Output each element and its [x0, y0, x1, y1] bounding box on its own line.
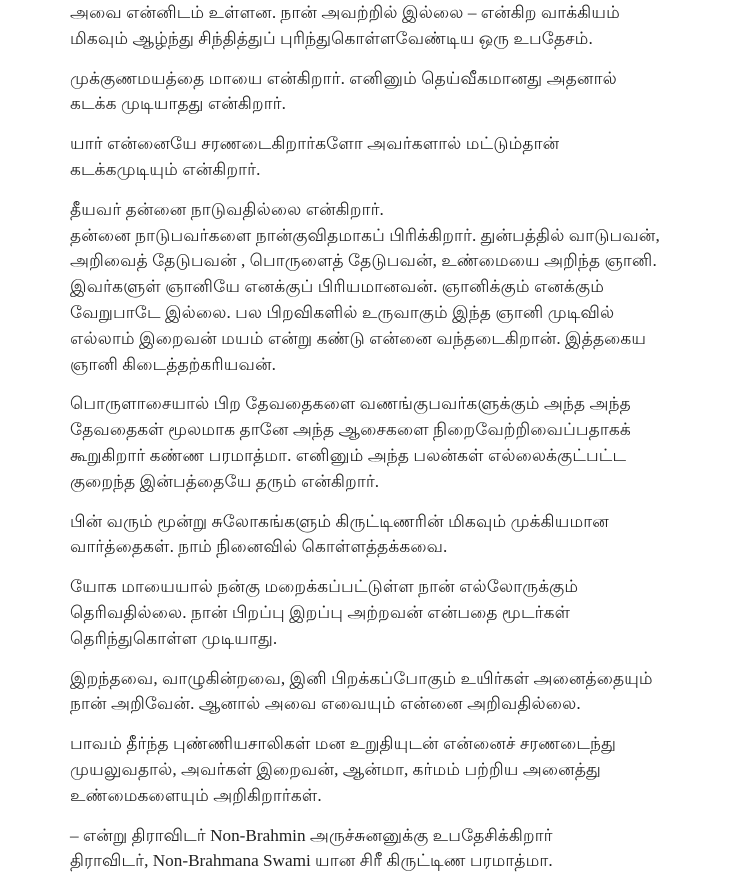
paragraph-7: [70, 509, 710, 561]
paragraph-9: [70, 666, 710, 718]
text-line: பின் வரும் மூன்று சுலோகங்களும் கிருட்டிணரின் மிகவும் முக்கியமான: [70, 511, 609, 531]
paragraph-2: [70, 66, 710, 118]
text-line: எல்லாம் இறைவன் மயம் என்று கண்டு என்னை வந்தடைகிறான். இத்தகைய: [70, 328, 647, 348]
text-line: இவர்களுள் ஞானியே எனக்குப் பிரியமானவன். ஞானிக்கும் எனக்கும்: [70, 277, 605, 297]
text-line: உண்மைகளையும் அறிகிறார்கள்.: [70, 785, 322, 805]
paragraph-1: [70, 0, 710, 52]
text-line: முக்குணமயத்தை மாயை என்கிறார். எனினும் தெய்வீகமானது அதனால்: [70, 68, 617, 88]
text-line: யார் என்னையே சரணடைகிறார்களோ அவர்களால் மட்டும்தான்: [70, 134, 560, 154]
text-line: கடக்கமுடியும் என்கிறார்.: [70, 159, 261, 179]
text-line: தீயவர் தன்னை நாடுவதில்லை என்கிறார்.: [70, 199, 384, 219]
text-line: திராவிடர், Non-Brahmana Swami யான சிரீ கிருட்டிண பரமாத்மா.: [70, 851, 553, 871]
text-line: – என்று திராவிடர் Non-Brahmin அருச்சுனனுக்கு உபதேசிக்கிறார்: [70, 825, 553, 845]
text-line: தெரிந்துகொள்ள முடியாது.: [70, 628, 278, 648]
text-line: கூறுகிறார் கண்ண பரமாத்மா. எனினும் அந்த பலன்கள் எல்லைக்குட்பட்ட: [70, 445, 627, 465]
text-line: குறைந்த இன்பத்தையே தரும் என்கிறார்.: [70, 471, 380, 491]
text-line: தன்னை நாடுபவர்களை நான்குவிதமாகப் பிரிக்கிறார். துன்பத்தில் வாடுபவன்,: [70, 225, 660, 245]
text-line: வேறுபாடே இல்லை. பல பிறவிகளில் உருவாகும் இந்த ஞானி முடிவில்: [70, 302, 615, 322]
paragraph-4: [70, 197, 710, 223]
paragraph-3: [70, 131, 710, 183]
paragraph-11: [70, 823, 710, 875]
text-line: அறிவைத் தேடுபவன் , பொருளைத் தேடுபவன், உண்மையை அறிந்த ஞானி.: [70, 251, 657, 271]
paragraph-6: [70, 391, 710, 494]
text-line: முயலுவதால், அவர்கள் இறைவன், ஆன்மா, கர்மம் பற்றிய அனைத்து: [70, 759, 601, 779]
text-line: தெரிவதில்லை. நான் பிறப்பு இறப்பு அற்றவன் என்பதை மூடர்கள்: [70, 602, 571, 622]
text-line: இறந்தவை, வாழுகின்றவை, இனி பிறக்கப்போகும் உயிர்கள் அனைத்தையும்: [70, 668, 653, 688]
text-line: நான் அறிவேன். ஆனால் அவை எவையும் என்னை அறிவதில்லை.: [70, 694, 581, 714]
paragraph-10: [70, 731, 710, 808]
text-line: தேவதைகள் மூலமாக தானே அந்த ஆசைகளை நிறைவேற்றிவைப்பதாகக்: [70, 420, 631, 440]
text-line: கடக்க முடியாதது என்கிறார்.: [70, 94, 286, 114]
paragraph-5: [70, 223, 710, 378]
text-line: மிகவும் ஆழ்ந்து சிந்தித்துப் புரிந்துகொள்ளவேண்டிய ஒரு உபதேசம்.: [70, 28, 593, 48]
text-line: பொருளாசையால் பிற தேவதைகளை வணங்குபவர்களுக்கும் அந்த அந்த: [70, 394, 631, 414]
article-body: [70, 0, 710, 888]
text-line: வார்த்தைகள். நாம் நினைவில் கொள்ளத்தக்கவை.: [70, 537, 448, 557]
paragraph-8: [70, 574, 710, 651]
text-line: அவை என்னிடம் உள்ளன. நான் அவற்றில் இல்லை – என்கிற வாக்கியம்: [70, 3, 620, 22]
text-line: ஞானி கிடைத்தற்கரியவன்.: [70, 354, 276, 374]
text-line: யோக மாயையால் நன்கு மறைக்கப்பட்டுள்ள நான் எல்லோருக்கும்: [70, 577, 579, 597]
text-line: பாவம் தீர்ந்த புண்ணியசாலிகள் மன உறுதியுடன் என்னைச் சரணடைந்து: [70, 734, 616, 754]
